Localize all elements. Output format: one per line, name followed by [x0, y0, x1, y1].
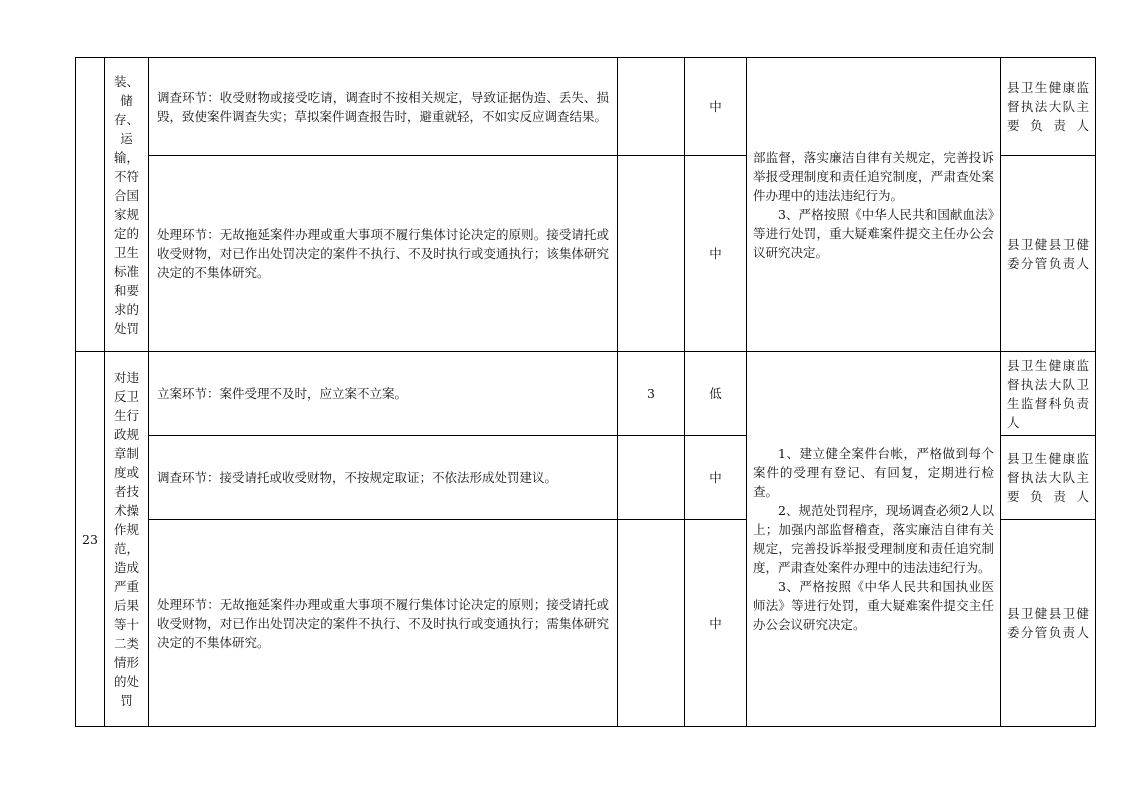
responsible-person: [1001, 58, 1096, 156]
measure-text: 部监督，落实廉洁自律有关规定，完善投诉举报受理制度和责任追究制度，严肃查处案件办理中的违法违纪行为。: [753, 149, 994, 203]
responsible-person: [1001, 436, 1096, 520]
risk-score: [618, 436, 685, 520]
responsible-person: [1001, 520, 1096, 727]
risk-level: 中: [685, 520, 747, 727]
risk-level: 低: [685, 352, 747, 436]
risk-description: 调查环节：收受财物或接受吃请，调查时不按相关规定，导致证据伪造、丢失、损毁，致使案件调查失实；草拟案件调查报告时，避重就轻，不如实反应调查结果。: [149, 58, 618, 156]
measure-text: 3、严格按照《中华人民共和国献血法》等进行处罚，重大疑难案件提交主任办公会议研究决定。: [753, 206, 994, 260]
table-row: [76, 58, 1096, 156]
responsible-text: 县卫健县卫健委分管负责人: [1007, 606, 1089, 640]
table-row: [76, 352, 1096, 436]
responsible-person: [1001, 352, 1096, 436]
risk-score: 3: [618, 352, 685, 436]
control-measures: [747, 58, 1001, 352]
responsible-text: 县卫生健康监督执法大队主要负责人: [1007, 451, 1089, 504]
risk-score: [618, 156, 685, 352]
responsible-person: [1001, 156, 1096, 352]
item-name: 对违反卫生行政规章制度或者技术操作规范，造成严重后果等十二类情形的处罚: [113, 370, 139, 708]
risk-description: 立案环节：案件受理不及时，应立案不立案。: [149, 352, 618, 436]
item-name: 装、储存、运输，不符合国家规定的卫生标准和要求的处罚: [113, 73, 139, 336]
risk-level: 中: [685, 58, 747, 156]
item-name-cell: [105, 352, 149, 727]
risk-level: 中: [685, 156, 747, 352]
risk-table: [75, 57, 1096, 727]
item-number-cell: [76, 58, 105, 352]
measure-text: 2、规范处罚程序，现场调查必须2人以上；加强内部监督稽查，落实廉洁自律有关规定，完善投诉举报受理制度和责任追究制度，严肃查处案件办理中的违法违纪行为。: [753, 503, 994, 575]
risk-score: [618, 58, 685, 156]
item-name-cell: [105, 58, 149, 352]
responsible-text: 县卫生健康监督执法大队主要负责人: [1007, 80, 1089, 133]
responsible-text: 县卫健县卫健委分管负责人: [1007, 236, 1089, 271]
risk-level: 中: [685, 436, 747, 520]
risk-description: 处理环节：无故拖延案件办理或重大事项不履行集体讨论决定的原则。接受请托或收受财物，对已作出处罚决定的案件不执行、不及时执行或变通执行；该集体研究决定的不集体研究。: [149, 156, 618, 352]
risk-description: 处理环节：无故拖延案件办理或重大事项不履行集体讨论决定的原则；接受请托或收受财物，对已作出处罚决定的案件不执行、不及时执行或变通执行；需集体研究决定的不集体研究。: [149, 520, 618, 727]
item-number: 23: [76, 352, 105, 727]
responsible-text: 县卫生健康监督执法大队卫生监督科负责人: [1007, 357, 1089, 430]
measure-text: 1、建立健全案件台帐，严格做到每个案件的受理有登记、有回复，定期进行检查。: [753, 446, 994, 499]
risk-description: 调查环节：接受请托或收受财物，不按规定取证；不依法形成处罚建议。: [149, 436, 618, 520]
risk-score: [618, 520, 685, 727]
measure-text: 3、严格按照《中华人民共和国执业医师法》等进行处罚，重大疑难案件提交主任办公会议研究决定。: [753, 579, 994, 632]
control-measures: [747, 352, 1001, 727]
